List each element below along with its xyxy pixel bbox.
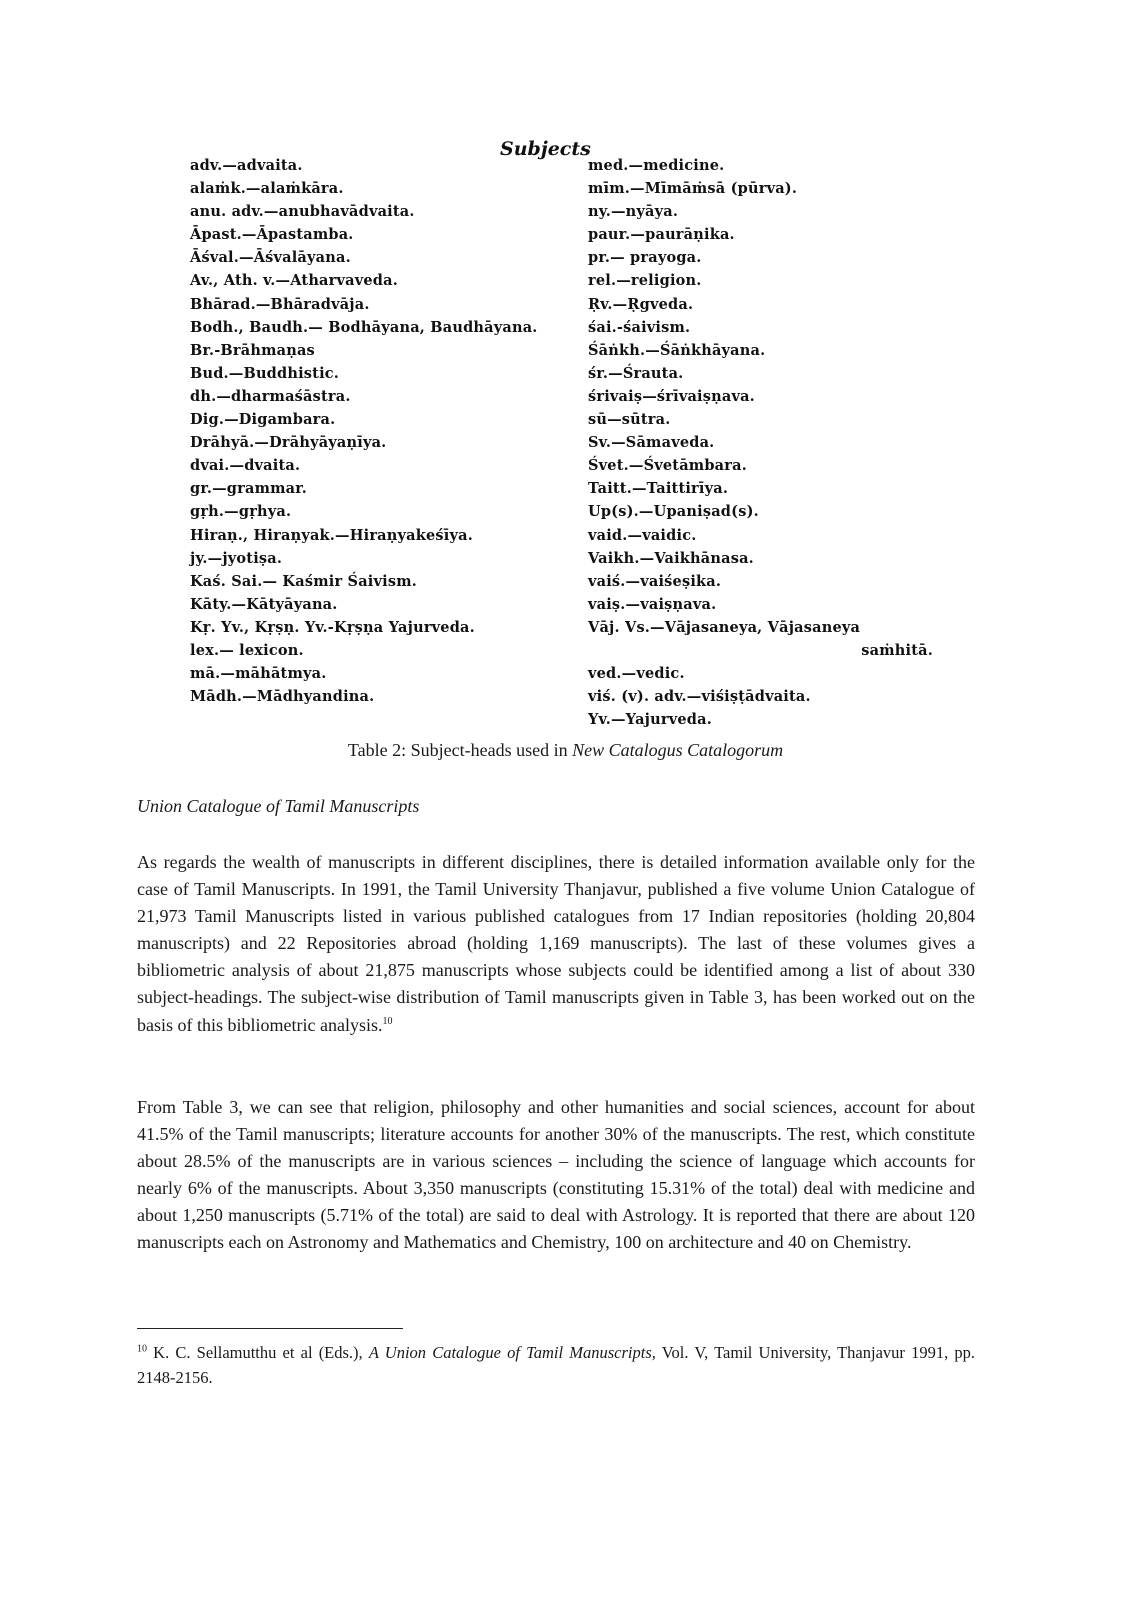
table-entry: ny.—nyāya. [588,203,679,221]
table-entry: Dig.—Digambara. [190,411,336,429]
paragraph-1 [137,849,975,1039]
table-entry: śai.-śaivism. [588,318,691,336]
table-entry: dh.—dharmaśāstra. [190,387,351,405]
table-entry: pr.— prayoga. [588,249,702,267]
footnote-rest: Vol. V, Tamil University, Thanjavur 1991, pp. 2148-2156. [137,1343,975,1387]
footnote-authors: K. C. Sellamutthu et al (Eds.), [147,1343,369,1362]
table-entry: paur.—paurāṇika. [588,226,735,244]
table-entry: Kṛ. Yv., Kṛṣṇ. Yv.-Kṛṣṇa Yajurveda. [190,618,475,636]
table-entry: Śāṅkh.—Śāṅkhāyana. [588,341,766,359]
footnote-title: A Union Catalogue of Tamil Manuscripts, [368,1343,656,1362]
subject-heads-table [190,138,950,738]
table-entry: gṛh.—gṛhya. [190,503,292,521]
table-entry: Hiraṇ., Hiraṇyak.—Hiraṇyakeśīya. [190,526,473,544]
table-entry: Āpast.—Āpastamba. [190,226,354,244]
table-left-column [190,154,560,708]
footnote-reference[interactable]: 10 [382,1015,393,1027]
caption-prefix: Table 2: Subject-heads used in [347,740,573,760]
table-entry: Yv.—Yajurveda. [588,711,712,729]
table-entry: Ṛv.—Ṛgveda. [588,295,694,313]
table-entry: Vāj. Vs.—Vājasaneya, Vājasaneya [588,618,861,636]
table-entry: adv.—advaita. [190,157,303,174]
table-entry: sū—sūtra. [588,411,671,429]
footnote-divider [137,1328,403,1329]
table-entry: Āśval.—Āśvalāyana. [190,249,351,267]
table-right-column [588,154,933,731]
table-entry: Bhārad.—Bhāradvāja. [190,295,370,313]
paragraph-1-text: As regards the wealth of manuscripts in different disciplines, there is detailed information available only for the case of Tamil Manuscripts. In 1991, the Tamil University Thanjavur, published a five volume Union Catalogue of 21,973 Tamil Manuscripts listed in various published catalogues from 17 Indian repositories (holding 20,804 manuscripts) and 22 Repositories abroad (holding 1,169 manuscripts). The last of these volumes gives a bibliometric analysis of about 21,875 manuscripts whose subjects could be identified among a list of about 330 subject-headings. The subject-wise distribution of Tamil manuscripts given in Table 3, has been worked out on the basis of this bibliometric analysis. [137,852,975,1035]
table-entry: Taitt.—Taittirīya. [588,480,729,498]
table-entry: ved.—vedic. [588,665,685,683]
table-entry: gr.—grammar. [190,480,308,498]
table-entry: alaṁk.—alaṁkāra. [190,180,344,198]
table-caption [0,740,1131,761]
table-entry: Drāhyā.—Drāhyāyaṇīya. [190,434,387,452]
table-entry: dvai.—dvaita. [190,457,301,475]
table-entry: Kaś. Sai.— Kaśmir Śaivism. [190,572,417,590]
section-title: Union Catalogue of Tamil Manuscripts [137,796,420,816]
table-entry: Bud.—Buddhistic. [190,364,340,382]
paragraph-2: From Table 3, we can see that religion, philosophy and other humanities and social sciences, account for about 41.5% of the Tamil manuscripts; literature accounts for another 30% of the manuscripts. The rest, which constitute about 28.5% of the manuscripts are in various sciences – including the science of language which accounts for nearly 6% of the manuscripts. About 3,350 manuscripts (constituting 15.31% of the total) deal with medicine and about 1,250 manuscripts (5.71% of the total) are said to deal with Astrology. It is reported that there are about 120 manuscripts each on Astronomy and Mathematics and Chemistry, 100 on architecture and 40 on Chemistry. [137,1097,975,1253]
table-entry: vaid.—vaidic. [588,526,697,544]
table-entry: mā.—māhātmya. [190,665,327,683]
table-entry: lex.— lexicon. [190,641,304,659]
table-entry: mīm.—Mīmāṁsā (pūrva). [588,180,798,198]
table-entry: Sv.—Sāmaveda. [588,434,715,452]
table-entry: śrivaiṣ—śrīvaiṣṇava. [588,387,755,405]
table-entry: śr.—Śrauta. [588,364,684,382]
table-entry: viś. (v). adv.—viśiṣṭādvaita. [588,688,811,706]
table-entry: Śvet.—Śvetāmbara. [588,457,747,475]
table-entry: Av., Ath. v.—Atharvaveda. [190,272,398,290]
table-entry: saṁhitā. [861,641,933,659]
table-entry: anu. adv.—anubhavādvaita. [190,203,415,221]
table-entry: vaiṣ.—vaiṣṇava. [588,595,717,613]
caption-title: New Catalogus Catalogorum [572,740,784,760]
table-heading: Subjects [500,138,591,160]
footnote [137,1340,975,1390]
table-entry: Br.-Brāhmaṇas [190,341,315,359]
footnote-number: 10 [137,1343,147,1355]
table-entry: rel.—religion. [588,272,702,290]
table-entry: Kāty.—Kātyāyana. [190,595,338,613]
table-entry: jy.—jyotiṣa. [190,549,283,567]
table-entry: vaiś.—vaiśeṣika. [588,572,722,590]
table-entry: Vaikh.—Vaikhānasa. [588,549,754,567]
table-entry: Up(s).—Upaniṣad(s). [588,503,759,521]
table-entry: med.—medicine. [588,157,725,174]
table-entry: Mādh.—Mādhyandina. [190,688,375,706]
table-entry: Bodh., Baudh.— Bodhāyana, Baudhāyana. [190,318,538,336]
